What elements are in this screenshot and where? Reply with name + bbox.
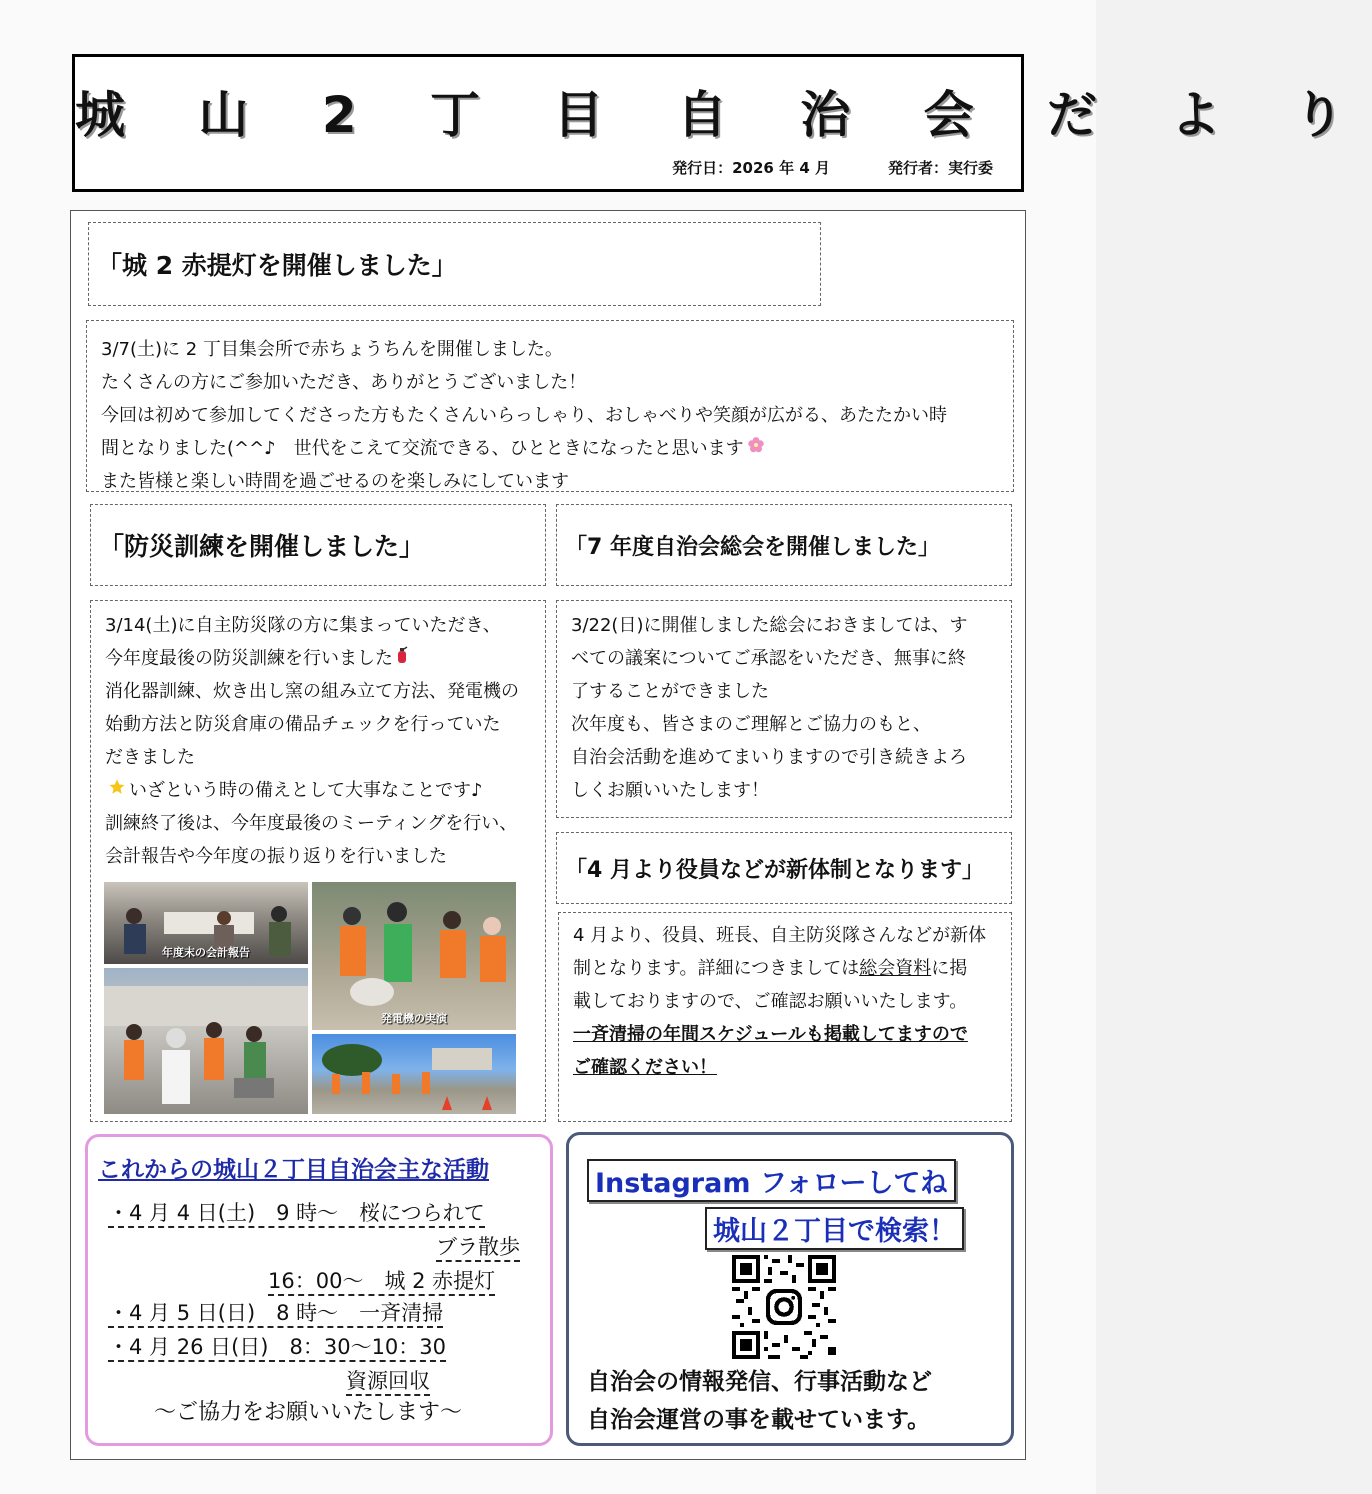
activity-item — [108, 1297, 443, 1327]
photo-caption: 発電機の実演 — [381, 1012, 447, 1025]
soukai-line: べての議案についてご承認をいただき、無事に終 — [571, 648, 966, 669]
akachochin-headline: 「城 2 赤提灯を開催しました」 — [97, 251, 457, 280]
akachochin-line: 今回は初めて参加してくださった方もたくさんいらっしゃり、おしゃべりや笑顔が広がる、あたたかい時 — [101, 405, 947, 426]
instagram-qr-code[interactable] — [732, 1255, 836, 1359]
bousai-line: 訓練終了後は、今年度最後のミーティングを行い、 — [105, 813, 518, 834]
activity-item — [346, 1365, 430, 1395]
akachochin-line: 間となりました(^^♪ 世代をこえて交流できる、ひとときになったと思います — [101, 438, 744, 459]
star-icon — [108, 774, 126, 807]
soukai-line: 次年度も、皆さまのご理解とご協力のもと、 — [571, 714, 931, 735]
activity-item — [108, 1331, 446, 1361]
flower-icon — [747, 432, 765, 465]
yakuin-notice-line: ご確認ください！ — [573, 1057, 717, 1078]
generator-photo-graphic — [312, 882, 516, 1030]
outdoor-drill-photo-graphic — [312, 1034, 516, 1114]
issue-meta — [672, 157, 993, 178]
meeting-photo — [104, 882, 308, 964]
soukai-body — [556, 600, 1012, 818]
publisher: 発行者：実行委 — [887, 159, 993, 177]
soukai-shiryou-link: 総会資料 — [859, 958, 932, 979]
akachochin-line: たくさんの方にご参加いただき、ありがとうございました！ — [101, 372, 587, 393]
activity-text: ・4 月 26 日(日) 8：30～10：30 — [108, 1335, 446, 1362]
akachochin-body — [86, 320, 1014, 492]
yakuin-text: 制となります。詳細につきましては — [573, 958, 860, 979]
yakuin-notice-line: 一斉清掃の年間スケジュールも掲載してますので — [573, 1024, 968, 1045]
yakuin-headline: 「4 月より役員などが新体制となります」 — [565, 857, 984, 883]
upcoming-activities-box — [85, 1134, 553, 1446]
bousai-line-with-extinguisher — [105, 642, 531, 675]
yakuin-line: 載しておりますので、ご確認お願いいたします。 — [573, 991, 968, 1012]
akachochin-headline-box — [88, 222, 821, 306]
soukai-line: 自治会活動を進めてまいりますので引き続きよろ — [571, 747, 967, 768]
activity-text: ブラ散歩 — [436, 1235, 520, 1262]
bousai-line: 今年度最後の防災訓練を行いました — [105, 648, 393, 669]
yakuin-text: に掲 — [931, 958, 968, 979]
akachochin-line: また皆様と楽しい時間を過ごせるのを楽しみにしています — [101, 471, 569, 492]
activity-text: 資源回収 — [346, 1369, 430, 1396]
qr-code-graphic — [732, 1255, 836, 1359]
bousai-line: 3/14(土)に自主防災隊の方に集まっていただき、 — [105, 615, 501, 636]
bousai-line: 会計報告や今年度の振り返りを行いました — [105, 846, 447, 867]
yakuin-line: 4 月より、役員、班長、自主防災隊さんなどが新体 — [573, 925, 987, 946]
bousai-headline-box — [90, 504, 546, 586]
activity-text: ・4 月 4 日(土) 9 時～ 桜につられて — [108, 1201, 485, 1228]
akachochin-line-with-flower — [101, 432, 999, 465]
soukai-line: しくお願いいたします！ — [571, 780, 769, 801]
instagram-desc-line: 自治会の情報発信、行事活動など — [587, 1369, 932, 1395]
drill-photo-collage — [104, 882, 516, 1114]
outdoor-drill-photo — [312, 1034, 516, 1114]
fire-extinguisher-icon — [396, 642, 408, 675]
issue-date: 発行日：2026 年 4 月 — [672, 159, 830, 177]
bousai-line: 始動方法と防災倉庫の備品チェックを行っていた — [105, 714, 501, 735]
bousai-line-with-star — [105, 774, 531, 807]
instagram-desc-line: 自治会運営の事を載せています。 — [587, 1407, 931, 1433]
instagram-follow-label: Instagram フォローしてね — [587, 1159, 956, 1202]
generator-photo — [312, 882, 516, 1030]
activities-title: これからの城山２丁目自治会主な活動 — [98, 1157, 489, 1183]
drill-photo-graphic — [104, 968, 308, 1114]
activity-text: 16：00～ 城 2 赤提灯 — [268, 1269, 495, 1296]
activity-item — [108, 1197, 485, 1227]
yakuin-body — [558, 912, 1012, 1122]
yakuin-line — [573, 952, 997, 985]
bousai-headline: 「防災訓練を開催しました」 — [99, 532, 425, 561]
drill-photo — [104, 968, 308, 1114]
activities-closing: ～ご協力をお願いいたします～ — [154, 1400, 463, 1425]
soukai-line: 3/22(日)に開催しました総会におきましては、す — [571, 615, 968, 636]
soukai-line: 了することができました — [571, 681, 769, 702]
bousai-line: いざという時の備えとして大事なことです♪ — [129, 780, 483, 801]
activity-item — [268, 1265, 495, 1295]
instagram-box — [566, 1132, 1014, 1446]
instagram-search-label: 城山２丁目で検索！ — [705, 1207, 964, 1250]
yakuin-headline-box — [556, 832, 1012, 904]
activity-text: ・4 月 5 日(日) 8 時～ 一斉清掃 — [108, 1301, 443, 1328]
newsletter-header — [72, 54, 1372, 192]
newsletter-title: 城 山 2 丁 目 自 治 会 だ よ り — [75, 86, 1372, 144]
photo-caption: 年度末の会計報告 — [162, 946, 250, 959]
akachochin-line: 3/7(土)に 2 丁目集会所で赤ちょうちんを開催しました。 — [101, 339, 563, 360]
instagram-description — [587, 1363, 932, 1439]
bousai-line: だきました — [105, 747, 195, 768]
soukai-headline-box — [556, 504, 1012, 586]
activity-item — [436, 1231, 520, 1261]
soukai-headline: 「7 年度自治会総会を開催しました」 — [565, 534, 940, 560]
bousai-line: 消化器訓練、炊き出し窯の組み立て方法、発電機の — [105, 681, 519, 702]
